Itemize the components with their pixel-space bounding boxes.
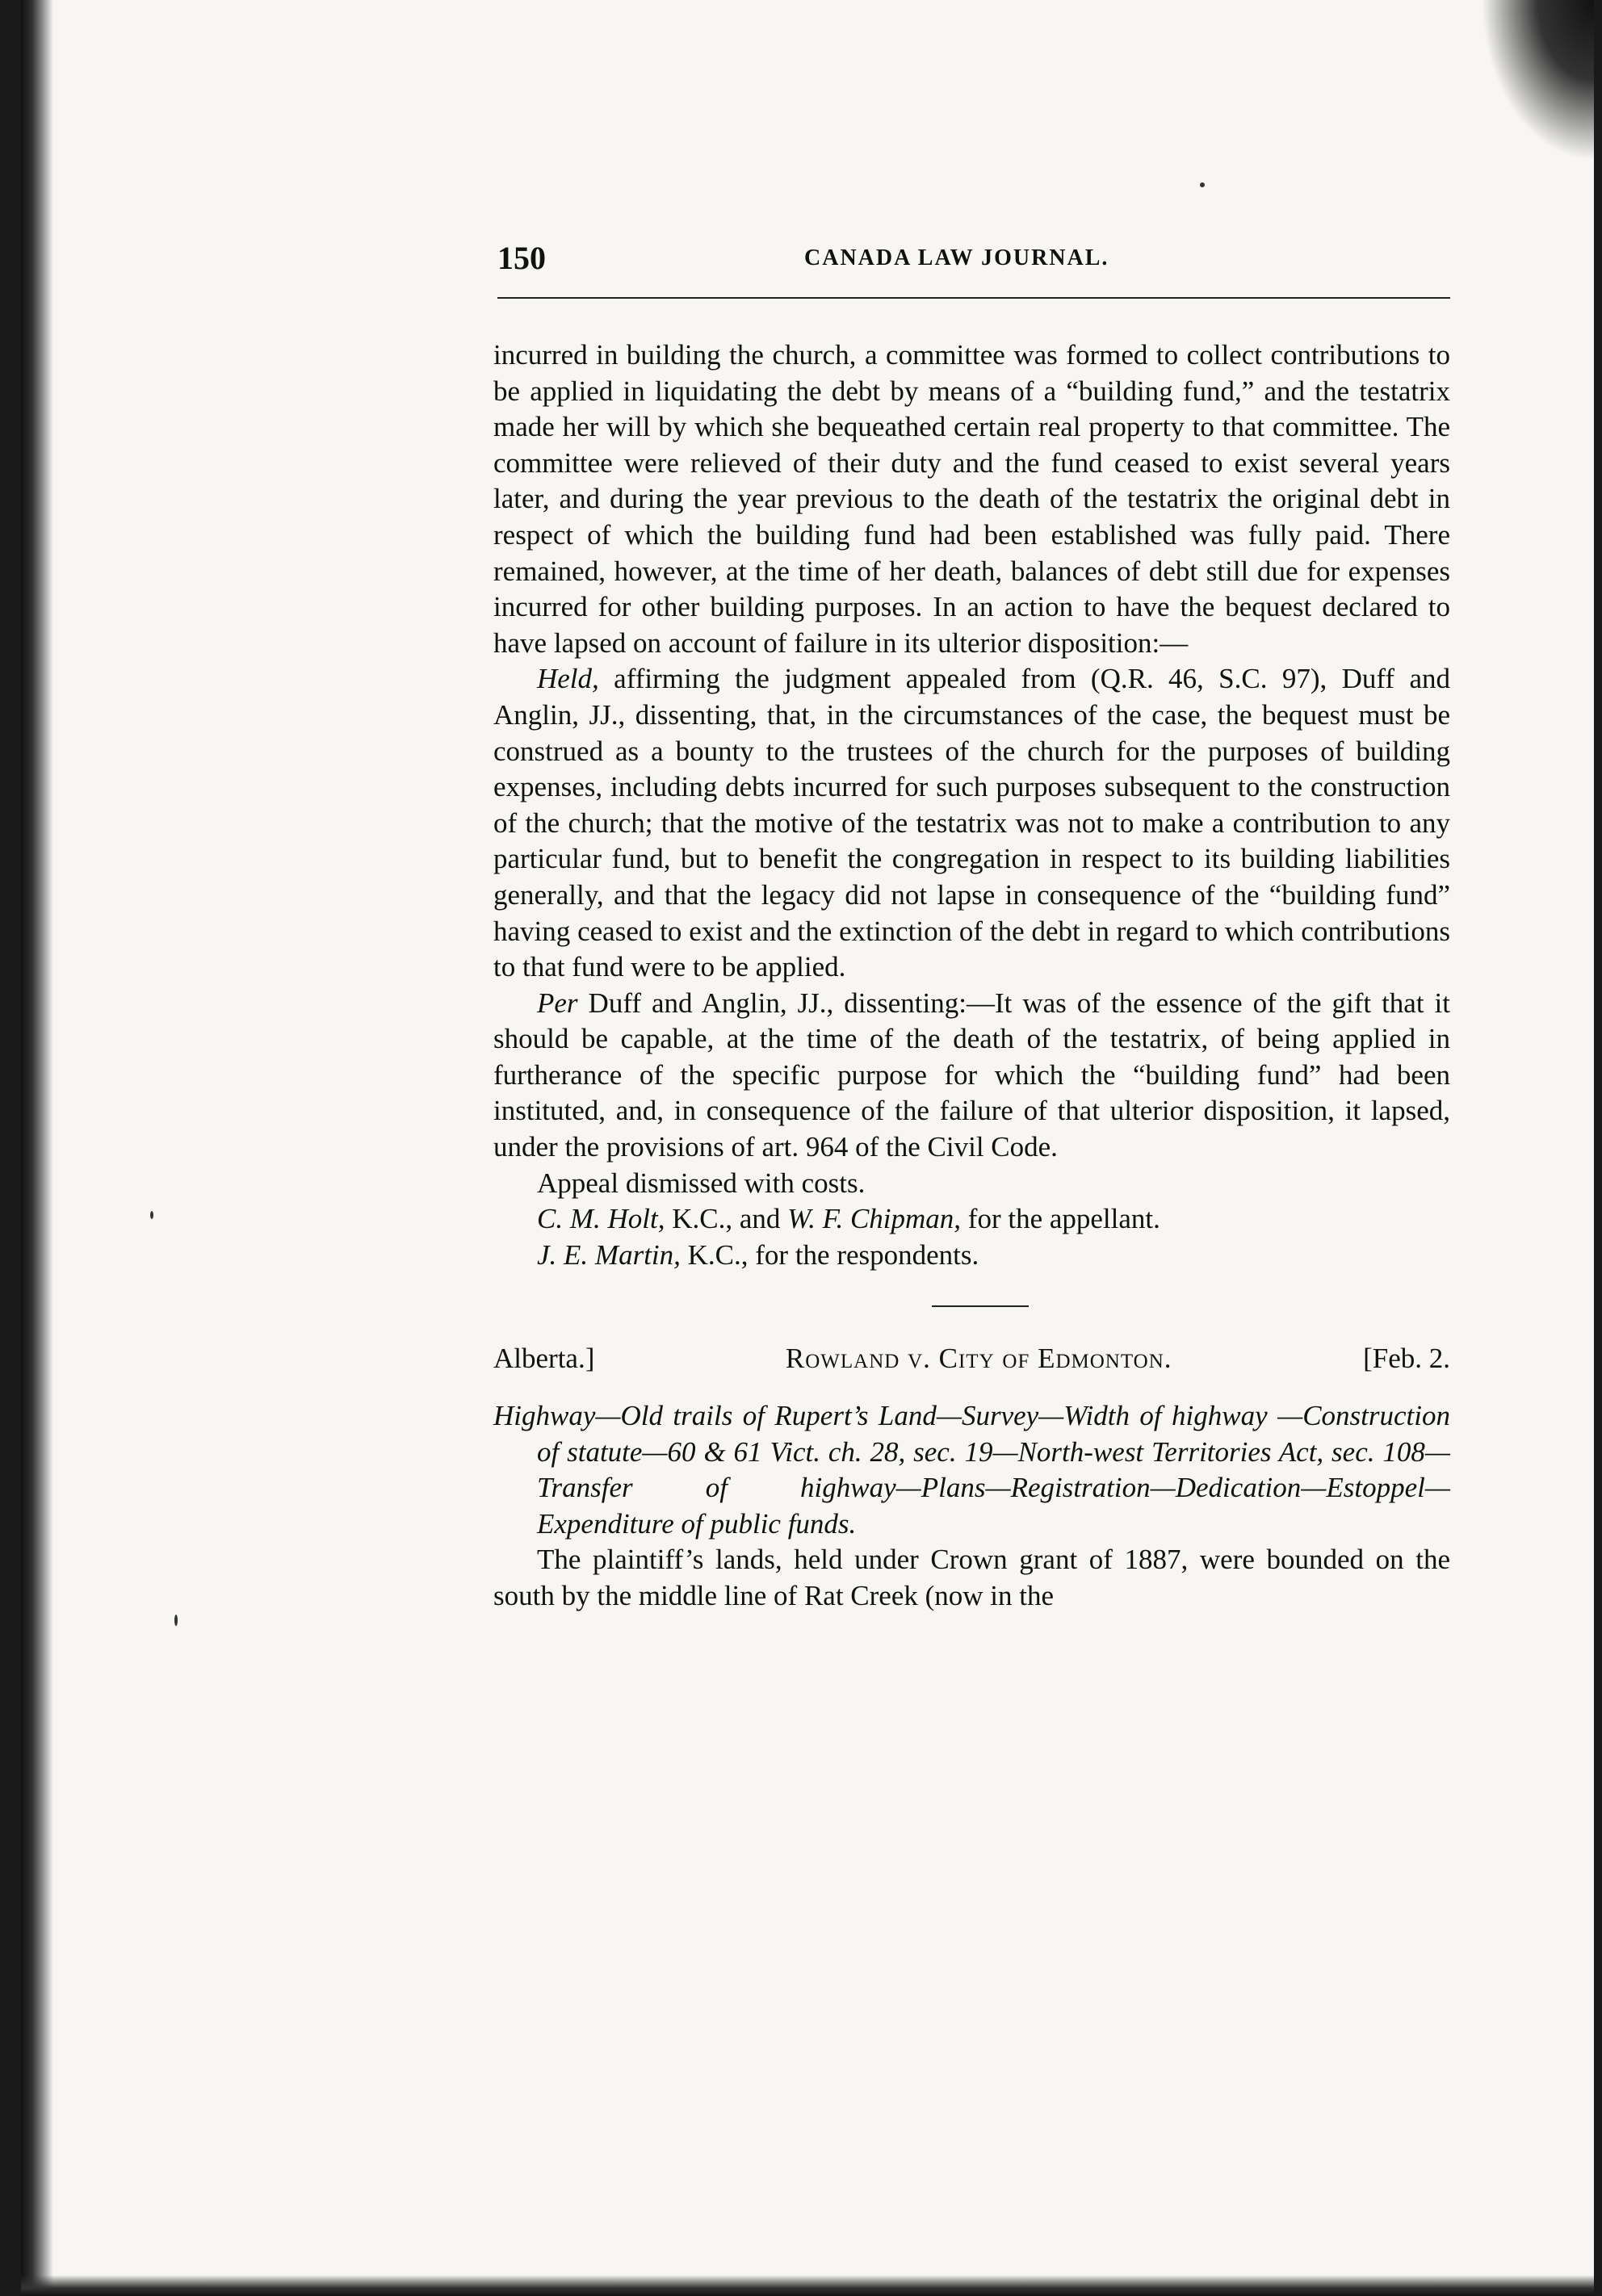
counsel-name-martin: J. E. Martin, — [537, 1238, 681, 1271]
scan-speck — [174, 1615, 178, 1626]
scan-speck — [1200, 182, 1205, 187]
case-province: Alberta.] — [493, 1343, 595, 1375]
scan-shadow-bottom — [21, 2275, 1594, 2296]
case-heading — [493, 1341, 1450, 1377]
counsel-name-holt: C. M. Holt, — [537, 1203, 665, 1235]
case-title: Rowland v. City of Edmonton. — [785, 1343, 1172, 1375]
case-date: [Feb. 2. — [1363, 1343, 1450, 1375]
paragraph-disposition: Appeal dismissed with costs. — [537, 1167, 866, 1199]
paragraph-dissent — [493, 986, 1450, 1166]
held-label: Held, — [537, 663, 599, 695]
page-header — [497, 239, 1450, 279]
dissent-text: Duff and Anglin, JJ., dissenting:—It was of the essence of the gift that it should be capable, at the time of the death of the testatrix, of being applied in furtherance of the specific purpose for which the “building fund” had been instituted, and, in consequence of the failure of that ulterior disposition, it lapsed, under the provisions of art. 964 of the Civil Code. — [493, 987, 1450, 1163]
per-label: Per — [537, 987, 578, 1019]
scan-speck — [150, 1211, 153, 1219]
counsel-role-appellant: for the appellant. — [961, 1203, 1160, 1235]
section-separator — [932, 1305, 1029, 1307]
scan-shadow-top-right — [1481, 0, 1594, 161]
scan-shadow-left — [21, 0, 53, 2296]
body-text — [493, 337, 1450, 1615]
page-number: 150 — [497, 240, 546, 276]
counsel-connector: K.C., and — [665, 1203, 788, 1235]
headnote: Highway—Old trails of Rupert’s Land—Survey—Width of highway —Construction of statute—60 & 61 Vict. ch. 28, sec. 19—North-west Territories Act, sec. 108—Transfer of highway—Plans—Registration—Dedication—Estoppel—Expenditure of public funds. — [493, 1400, 1450, 1540]
running-title: CANADA LAW JOURNAL. — [804, 245, 1109, 270]
paragraph-counsel-respondents — [493, 1238, 1450, 1274]
header-rule — [497, 297, 1450, 299]
paragraph-facts: incurred in building the church, a committee was formed to collect contributions to be applied in liquidating the debt by means of a “building fund,” and the testatrix made her will by which she bequeathed certain real property to that committee. The committee were relieved of their duty and the fund ceased to exist several years later, and during the year previous to the death of the testatrix the original debt in respect of which the building fund had been established was fully paid. There remained, however, at the time of her death, balances of debt still due for expenses incurred for other building purposes. In an action to have the bequest declared to have lapsed on account of failure in its ulterior disposition:— — [493, 339, 1450, 659]
document-page — [21, 0, 1594, 2296]
counsel-name-chipman: W. F. Chipman, — [787, 1203, 962, 1235]
held-text: affirming the judgment appealed from (Q.R. 46, S.C. 97), Duff and Anglin, JJ., dissenting, that, in the circumstances of the case, the bequest must be construed as a bounty to the trustees of the church for the purposes of building expenses, including debts incurred for such purposes subsequent to the construction of the church; that the motive of the testatrix was not to make a contribution to any particular fund, but to benefit the congregation in respect to its building liabilities generally, and that the legacy did not lapse in consequence of the “building fund” having ceased to exist and the extinction of the debt in regard to which contributions to that fund were to be applied. — [493, 663, 1450, 983]
paragraph-counsel-appellant — [493, 1201, 1450, 1238]
paragraph-plaintiff-lands: The plaintiff’s lands, held under Crown grant of 1887, were bounded on the south by the middle line of Rat Creek (now in the — [493, 1544, 1450, 1611]
paragraph-held — [493, 661, 1450, 985]
counsel-role-respondents: K.C., for the respondents. — [680, 1238, 979, 1271]
